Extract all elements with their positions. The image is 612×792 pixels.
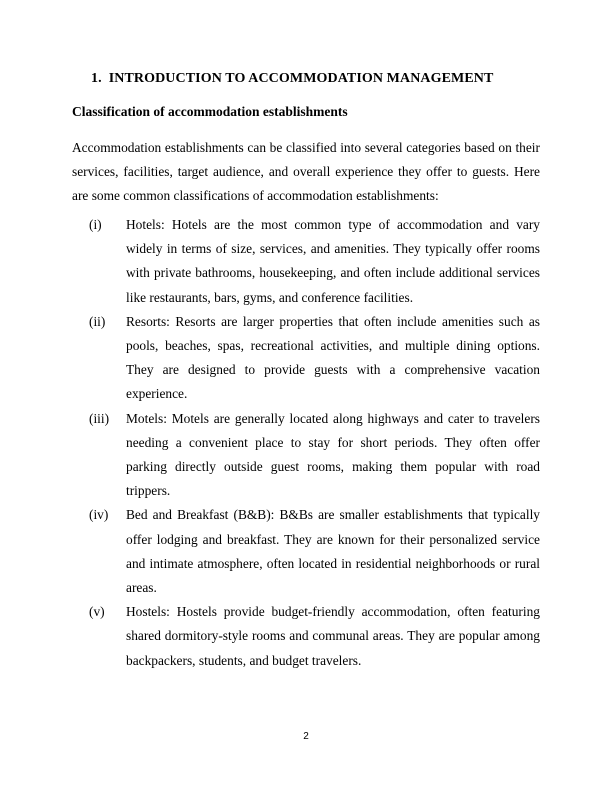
intro-paragraph: Accommodation establishments can be classified into several categories based on their services, facilities, target audience, and overall experience they offer to guests. Here are some common classifications of accommodation establishments:	[72, 140, 540, 204]
list-marker: (ii)	[89, 313, 106, 329]
section-heading	[91, 71, 493, 87]
list-marker: (v)	[89, 604, 105, 620]
classification-list	[72, 213, 540, 673]
subsection-heading: Classification of accommodation establishments	[72, 104, 348, 119]
page-number: 2	[303, 731, 309, 742]
list-marker: (i)	[89, 217, 102, 232]
list-item-text: Hostels: Hostels provide budget-friendly accommodation, often featuring shared dormitory-style rooms and communal areas. They are popular among backpackers, students, and budget travelers.	[126, 604, 540, 668]
list-item-text: Resorts: Resorts are larger properties that often include amenities such as pools, beaches, spas, recreational activities, and multiple dining options. They are designed to provide guests with a comprehensive vacation experience.	[126, 313, 540, 402]
section-number: 1.	[91, 71, 102, 86]
section-title: INTRODUCTION TO ACCOMMODATION MANAGEMENT	[108, 71, 494, 86]
list-marker: (iii)	[89, 410, 110, 426]
list-marker: (iv)	[89, 507, 109, 523]
list-item-motels	[72, 407, 540, 504]
list-item-resorts	[72, 310, 540, 407]
list-item-text: Motels: Motels are generally located along highways and cater to travelers needing a convenient place to stay for short periods. They often offer parking directly outside guest rooms, making them popular with road trippers.	[126, 410, 540, 499]
list-item-hotels	[72, 213, 540, 310]
list-item-bed-and-breakfast	[72, 503, 540, 600]
list-item-text: Hotels: Hotels are the most common type of accommodation and vary widely in terms of size, services, and amenities. They typically offer rooms with private bathrooms, housekeeping, and often include additional services like restaurants, bars, gyms, and conference facilities.	[126, 217, 540, 305]
list-item-text: Bed and Breakfast (B&B): B&Bs are smaller establishments that typically offer lodging and breakfast. They are known for their personalized service and intimate atmosphere, often located in residential neighborhoods or rural areas.	[126, 507, 540, 596]
list-item-hostels	[72, 600, 540, 673]
